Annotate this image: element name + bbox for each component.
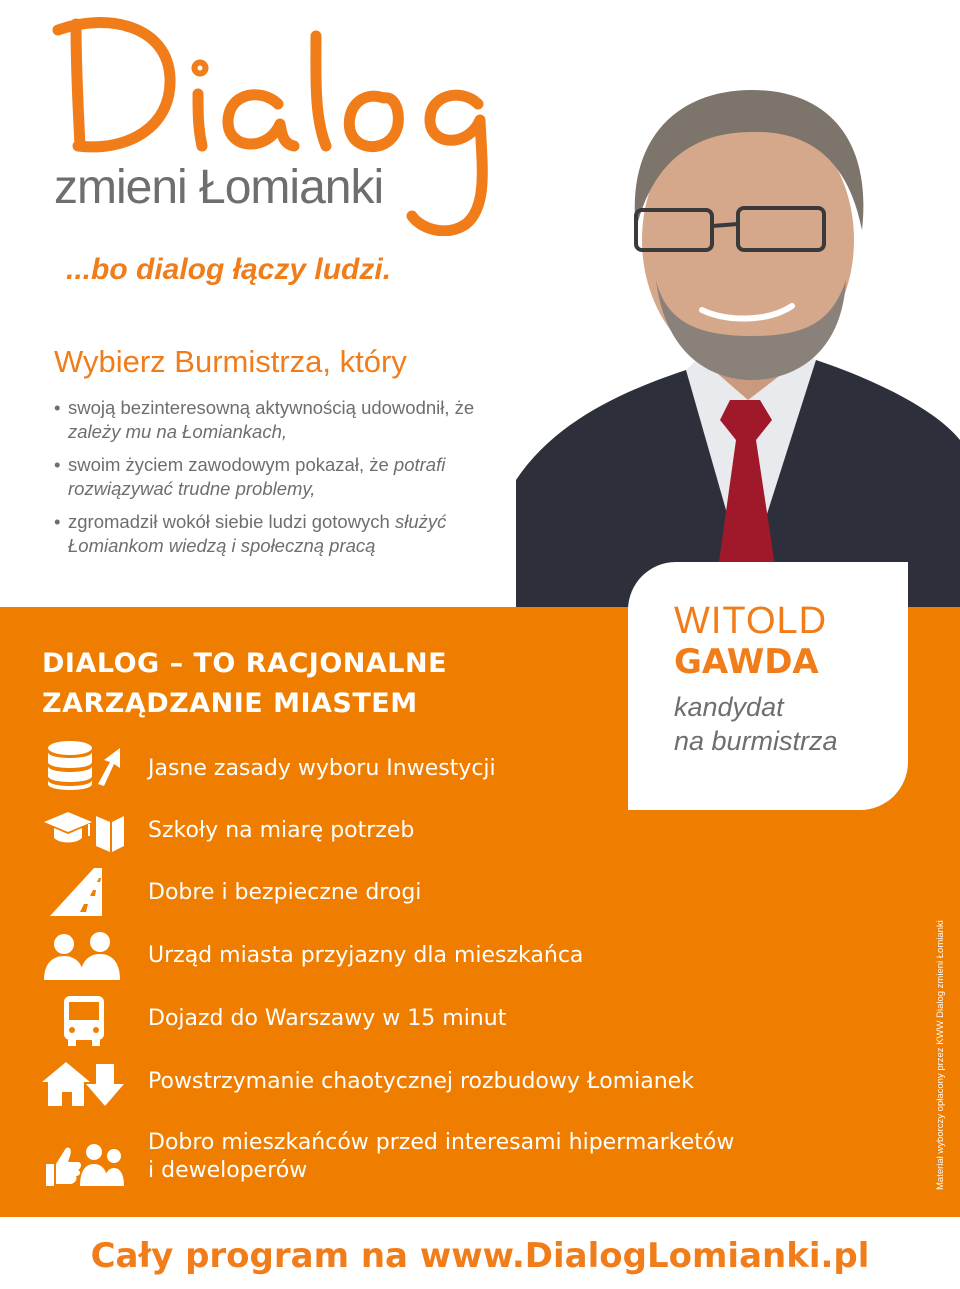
intro-bullet <box>54 510 524 558</box>
people-icon <box>40 930 126 982</box>
program-item-text: Jasne zasady wyboru Inwestycji <box>148 756 496 781</box>
graduation-book-icon <box>40 804 126 856</box>
intro-bullet-list <box>54 396 524 567</box>
program-title-line: DIALOG – TO RACJONALNE <box>42 648 448 679</box>
intro-bullet <box>54 396 524 444</box>
candidate-role: kandydat <box>674 692 784 722</box>
database-growth-icon <box>40 740 126 792</box>
program-item-text <box>148 1129 734 1185</box>
bullet-emphasis: służyć Łomiankom wiedzą i społeczną pracą <box>68 511 447 556</box>
tagline: ...bo dialog łączy ludzi. <box>66 253 392 286</box>
bullet-text: zgromadził wokół siebie ludzi gotowych <box>68 511 395 532</box>
program-item-line: Dobro mieszkańców przed interesami hipermarketów <box>148 1130 735 1155</box>
bus-icon <box>40 994 126 1046</box>
road-icon <box>40 866 126 918</box>
program-title-line: ZARZĄDZANIE MIASTEM <box>42 688 418 719</box>
program-item-text: Urząd miasta przyjazny dla mieszkańca <box>148 943 584 968</box>
thumbs-up-people-icon <box>40 1138 126 1190</box>
bullet-emphasis: zależy mu na Łomiankach, <box>68 421 288 442</box>
house-down-arrow-icon <box>40 1058 126 1110</box>
intro-title: Wybierz Burmistrza, który <box>54 344 407 379</box>
candidate-photo <box>516 60 960 612</box>
candidate-role: na burmistrza <box>674 726 838 756</box>
bullet-text: swoją bezinteresowną aktywnością udowodnił, że <box>68 397 475 418</box>
program-item-line: i deweloperów <box>148 1158 308 1183</box>
footer-program-link[interactable]: Cały program na www.DialogLomianki.pl <box>90 1236 870 1276</box>
bullet-text: swoim życiem zawodowym pokazał, że <box>68 454 394 475</box>
intro-bullet <box>54 453 524 501</box>
candidate-last-name: GAWDA <box>674 642 819 682</box>
legal-note: Materiał wyborczy opłacony przez KWW Dialog zmieni Łomianki <box>935 920 946 1190</box>
program-item-text: Dojazd do Warszawy w 15 minut <box>148 1006 507 1031</box>
candidate-first-name: WITOLD <box>674 600 828 642</box>
program-item-text: Dobre i bezpieczne drogi <box>148 880 422 905</box>
bullet-emphasis: potrafi rozwiązywać trudne problemy, <box>68 454 446 499</box>
program-item-text: Powstrzymanie chaotycznej rozbudowy Łomianek <box>148 1069 694 1094</box>
program-title <box>42 644 447 724</box>
program-item-text: Szkoły na miarę potrzeb <box>148 818 415 843</box>
logo-subtitle: zmieni Łomianki <box>54 161 384 214</box>
